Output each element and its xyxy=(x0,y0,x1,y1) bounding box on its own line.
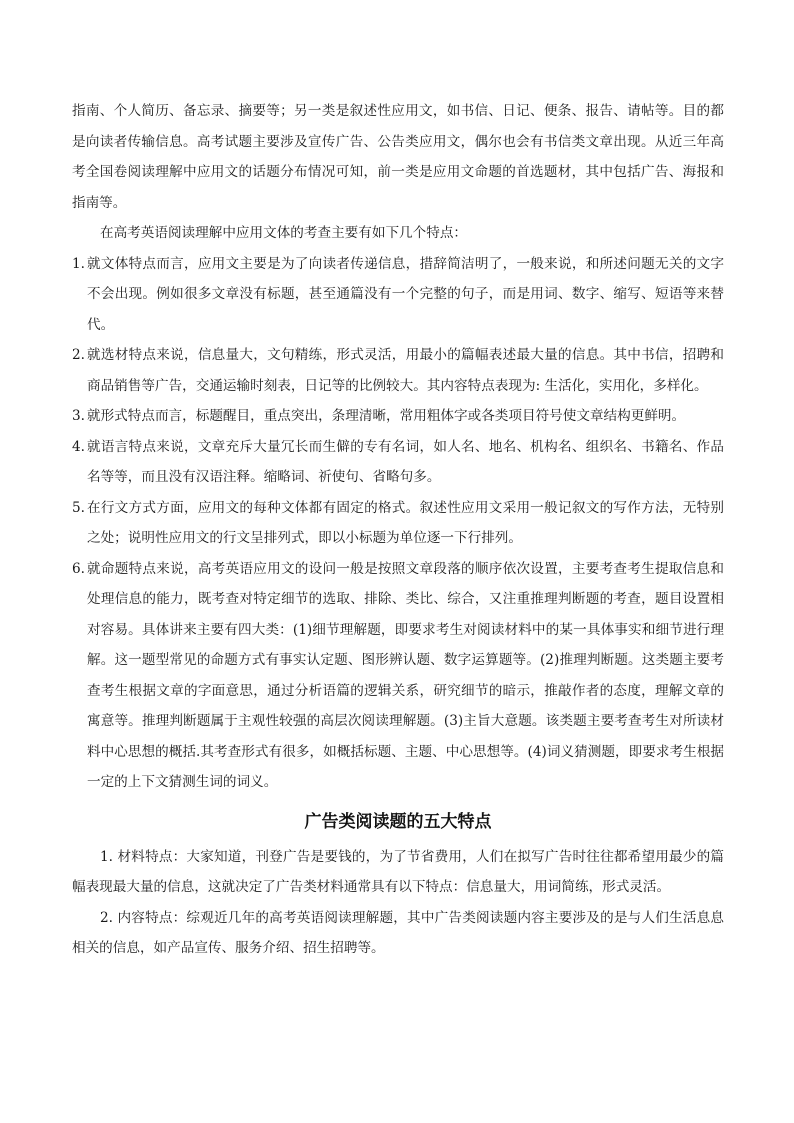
feature-item xyxy=(72,249,724,341)
feature-item xyxy=(72,340,724,401)
section-heading: 广告类阅读题的五大特点 xyxy=(304,811,492,832)
intro-paragraph: 指南、个人简历、备忘录、摘要等；另一类是叙述性应用文，如书信、日记、便条、报告、请帖等。目的都是向读者传输信息。高考试题主要涉及宣传广告、公告类应用文，偶尔也会有书信类文章出现。从近三年高考全国卷阅读理解中应用文的话题分布情况可知，前一类是应用文命题的首选题材，其中包括广告、海报和指南等。 xyxy=(72,103,724,211)
feature-number: 4. xyxy=(72,438,85,455)
feature-text: 就选材特点来说，信息量大，文句精练，形式灵活，用最小的篇幅表述最大量的信息。其中书信，招聘和商品销售等广告，交通运输时刻表，日记等的比例较大。其内容特点表现为: 生活化，实用化，多样化。 xyxy=(87,347,724,394)
feature-item xyxy=(72,432,724,493)
feature-text: 就文体特点而言，应用文主要是为了向读者传递信息，措辞简洁明了，一般来说，和所述问题无关的文字不会出现。例如很多文章没有标题，甚至通篇没有一个完整的句子，而是用词、数字、缩写、短语等来替代。 xyxy=(87,255,724,333)
feature-text: 就命题特点来说，高考英语应用文的设问一般是按照文章段落的顺序依次设置，主要考查考生提取信息和处理信息的能力，既考查对特定细节的选取、排除、类比、综合，又注重推理判断题的考查，题目设置相对容易。具体讲来主要有四大类：(1)细节理解题，即要求考生对阅读材料中的某一具体事实和细节进行理解。这一题型常见的命题方式有事实认定题、图形辨认题、数字运算题等。(2)推理判断题。这类题主要考查考生根据文章的字面意思，通过分析语篇的逻辑关系，研究细节的暗示，推敲作者的态度，理解文章的寓意等。推理判断题属于主观性较强的高层次阅读理解题。(3)主旨大意题。该类题主要考查考生对所读材料中心思想的概括.其考查形式有很多，如概括标题、主题、中心思想等。(4)词义猜测题，即要求考生根据一定的上下文猜测生词的词义。 xyxy=(87,560,724,790)
feature-number: 1. xyxy=(72,255,85,272)
ad-feature-paragraph: 2. 内容特点：综观近几年的高考英语阅读理解题，其中广告类阅读题内容主要涉及的是与人们生活息息相关的信息，如产品宣传、服务介绍、招生招聘等。 xyxy=(72,909,724,956)
ad-feature-paragraph: 1. 材料特点：大家知道，刊登广告是要钱的，为了节省费用，人们在拟写广告时往往都希望用最少的篇幅表现最大量的信息，这就决定了广告类材料通常具有以下特点：信息量大，用词简练，形式灵活。 xyxy=(72,848,724,895)
feature-number: 2. xyxy=(72,347,85,363)
feature-text: 在行文方式方面，应用文的每种文体都有固定的格式。叙述性应用文采用一般记叙文的写作方法，无特别之处；说明性应用文的行文呈排列式，即以小标题为单位逐一下行排列。 xyxy=(87,499,724,546)
feature-text: 就形式特点而言，标题醒目，重点突出，条理清晰，常用粗体字或各类项目符号使文章结构更鲜明。 xyxy=(87,408,686,424)
feature-item xyxy=(72,554,724,798)
feature-text: 就语言特点来说，文章充斥大量冗长而生僻的专有名词，如人名、地名、机构名、组织名、书籍名、作品名等等，而且没有汉语注释。缩略词、祈使句、省略句多。 xyxy=(87,438,724,485)
features-list xyxy=(72,249,724,798)
document-body xyxy=(72,96,724,964)
feature-number: 6. xyxy=(72,560,85,577)
feature-number: 5. xyxy=(72,499,85,516)
feature-item xyxy=(72,493,724,554)
feature-item xyxy=(72,401,724,432)
features-intro-paragraph: 在高考英语阅读理解中应用文体的考查主要有如下几个特点： xyxy=(100,225,468,241)
feature-number: 3. xyxy=(72,408,85,424)
